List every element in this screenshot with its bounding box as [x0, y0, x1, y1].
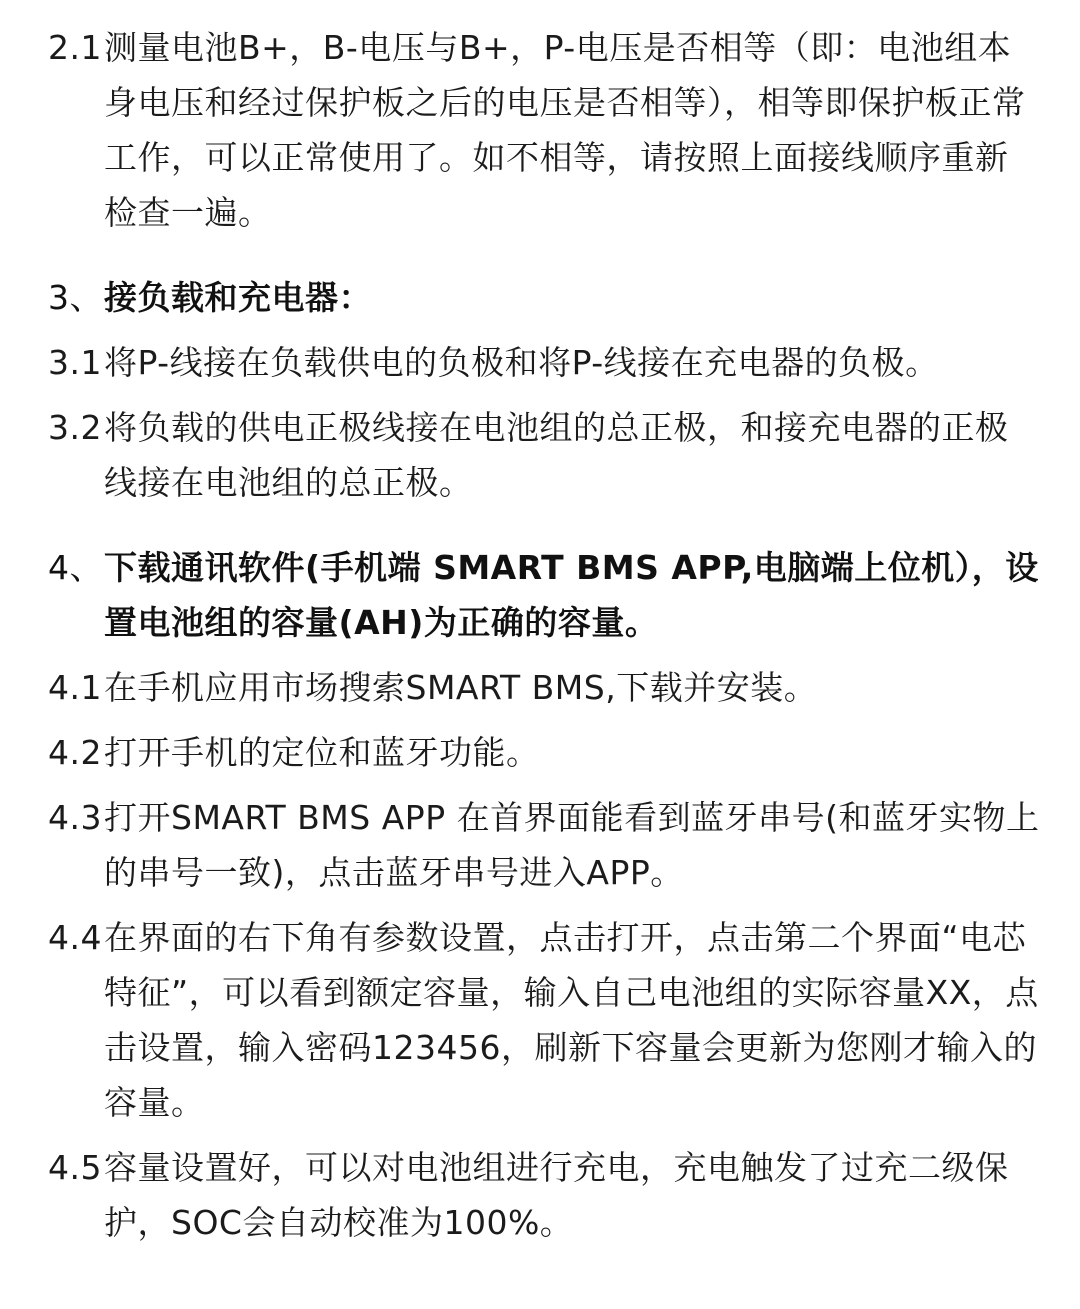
- step-text: 将P-线接在负载供电的负极和将P-线接在充电器的负极。: [104, 343, 939, 382]
- step-text: 在手机应用市场搜索SMART BMS,下载并安装。: [104, 668, 818, 707]
- step-number: 3.1: [48, 343, 102, 382]
- step-number: 4.2: [48, 733, 102, 772]
- step-number: 4.4: [48, 918, 102, 957]
- step-number: 4.3: [48, 798, 102, 837]
- step-number: 4.5: [48, 1148, 102, 1187]
- section-3-heading: [48, 270, 1040, 325]
- step-text: 容量设置好，可以对电池组进行充电，充电触发了过充二级保护，SOC会自动校准为100%。: [104, 1148, 1009, 1242]
- step-4-2: [48, 725, 1040, 780]
- step-4-5: [48, 1140, 1040, 1250]
- section-title: 下载通讯软件(手机端 SMART BMS APP,电脑端上位机），设置电池组的容量(AH)为正确的容量。: [104, 548, 1039, 642]
- step-text: 打开SMART BMS APP 在首界面能看到蓝牙串号(和蓝牙实物上的串号一致)，点击蓝牙串号进入APP。: [104, 798, 1040, 892]
- section-number: 3、: [48, 278, 103, 317]
- step-number: 4.1: [48, 668, 102, 707]
- step-2-1: [48, 20, 1040, 240]
- step-text: 打开手机的定位和蓝牙功能。: [104, 733, 540, 772]
- section-title: 接负载和充电器：: [104, 278, 372, 317]
- step-4-4: [48, 910, 1040, 1130]
- step-text: 将负载的供电正极线接在电池组的总正极，和接充电器的正极线接在电池组的总正极。: [104, 408, 1009, 502]
- document-body: [48, 20, 1040, 1250]
- step-3-2: [48, 400, 1040, 510]
- step-text: 在界面的右下角有参数设置，点击打开，点击第二个界面“电芯特征”，可以看到额定容量，输入自己电池组的实际容量XX，点击设置，输入密码123456，刷新下容量会更新为您刚才输入的容量。: [104, 918, 1039, 1122]
- section-4-heading: [48, 540, 1040, 650]
- step-number: 2.1: [48, 28, 102, 67]
- step-text: 测量电池B+，B-电压与B+，P-电压是否相等（即：电池组本身电压和经过保护板之后的电压是否相等），相等即保护板正常工作，可以正常使用了。如不相等，请按照上面接线顺序重新检查一遍。: [104, 28, 1026, 232]
- step-3-1: [48, 335, 1040, 390]
- section-number: 4、: [48, 548, 103, 587]
- step-number: 3.2: [48, 408, 102, 447]
- step-4-3: [48, 790, 1040, 900]
- step-4-1: [48, 660, 1040, 715]
